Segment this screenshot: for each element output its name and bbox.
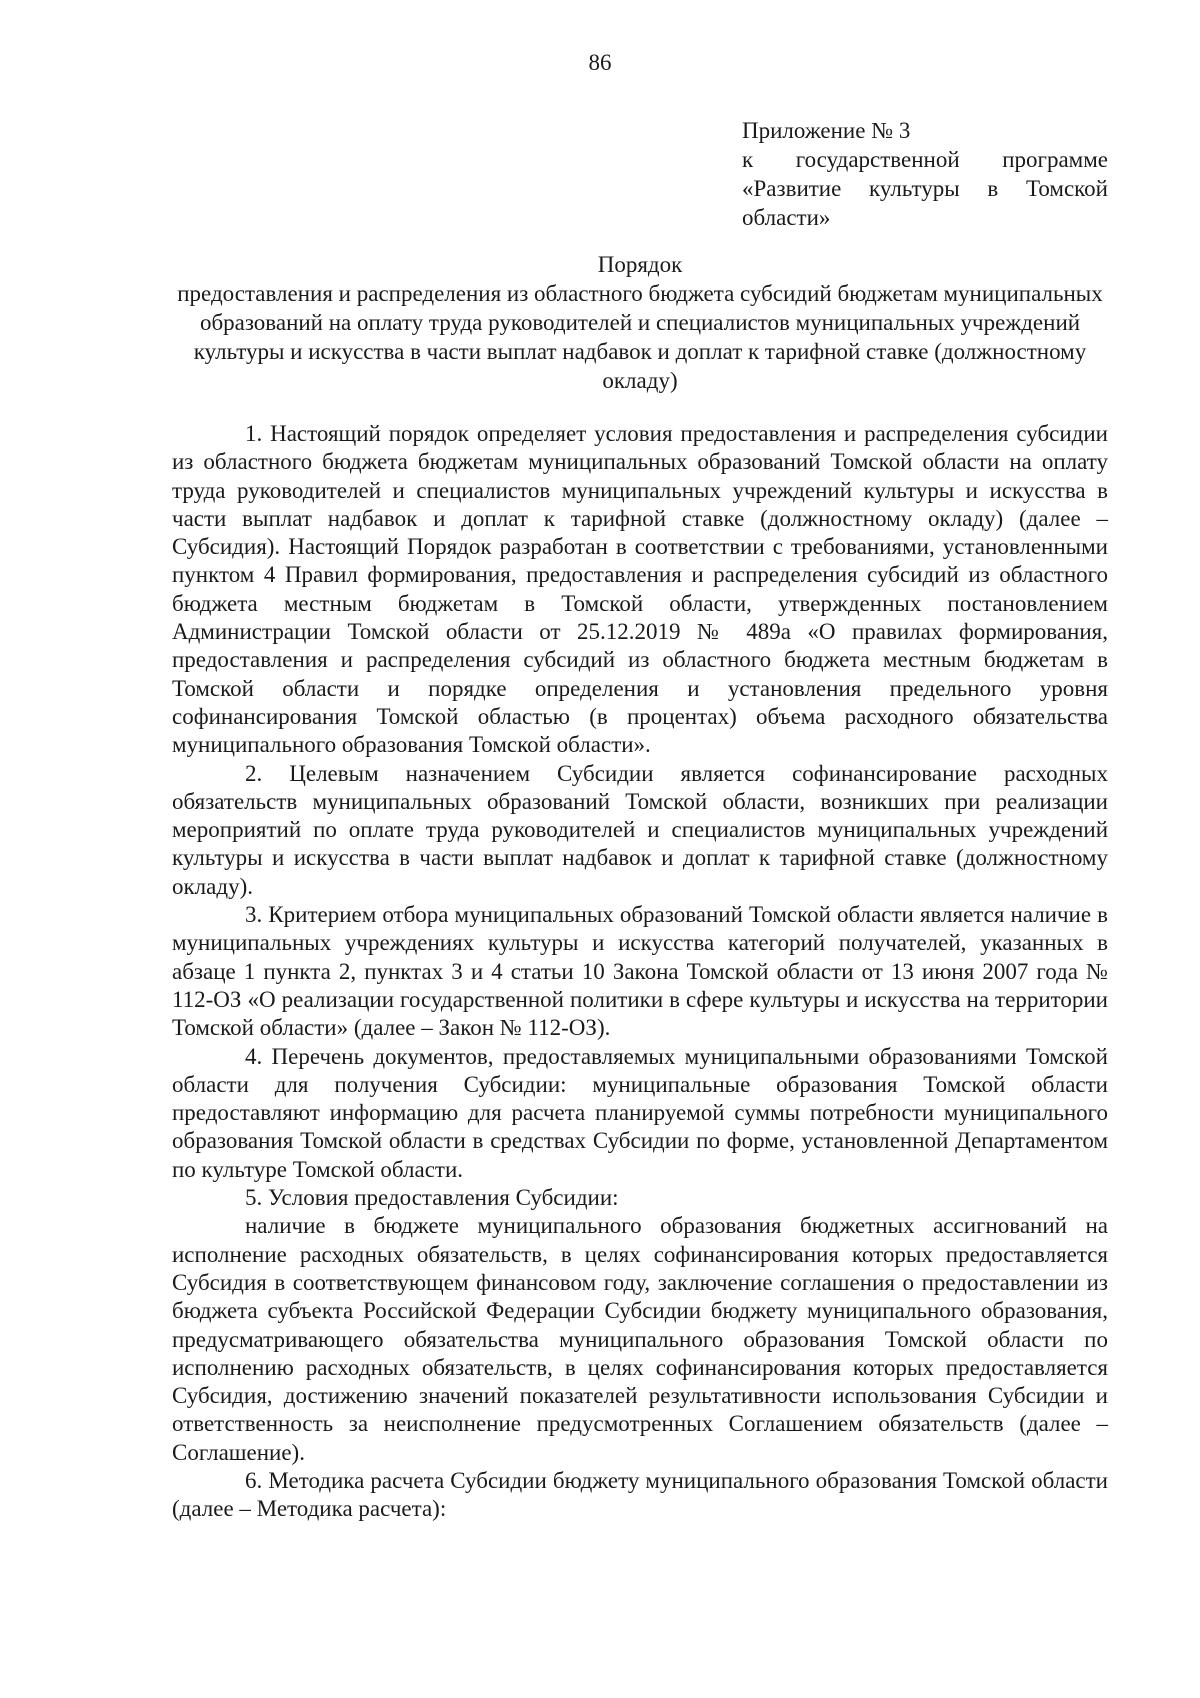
document-title: [170, 250, 1110, 395]
page-number: 86: [588, 50, 612, 75]
appendix-line-1: Приложение № 3: [742, 118, 911, 143]
paragraph-4: 4. Перечень документов, предоставляемых муниципальными образованиями Томской области для получения Субсидии: муниципальные образования Томской области предоставляют информацию для расчета планируемой суммы потребности муниципального образования Томской области в средствах Субсидии по форме, установленной Департаментом по культуре Томской области.: [172, 1043, 1108, 1182]
paragraph-2: 2. Целевым назначением Субсидии является софинансирование расходных обязательств муниципальных образований Томской области, возникших при реализации мероприятий по оплате труда руководителей и специалистов муниципальных учреждений культуры и искусства в части выплат надбавок и доплат к тарифной ставке (должностному окладу).: [172, 760, 1108, 899]
paragraph-5-conditions: наличие в бюджете муниципального образования бюджетных ассигнований на исполнение расходных обязательств, в целях софинансирования которых предоставляется Субсидия в соответствующем финансовом году, заключение соглашения о предоставлении из бюджета субъекта Российской Федерации Субсидии бюджету муниципального образования, предусматривающего обязательства муниципального образования Томской области по исполнению расходных обязательств, в целях софинансирования которых предоставляется Субсидия, достижению значений показателей результативности использования Субсидии и ответственность за неисполнение предусмотренных Соглашением обязательств (далее – Соглашение).: [172, 1213, 1108, 1465]
document-body: [172, 420, 1108, 1524]
appendix-line-4: области»: [742, 205, 831, 230]
title-heading: Порядок: [597, 252, 683, 277]
appendix-line-2: к государственной программе: [742, 147, 1108, 172]
appendix-block: [742, 116, 1108, 232]
paragraph-6: 6. Методика расчета Субсидии бюджету муниципального образования Томской области (далее – Методика расчета):: [172, 1467, 1108, 1522]
paragraph-3: 3. Критерием отбора муниципальных образований Томской области является наличие в муниципальных учреждениях культуры и искусства категорий получателей, указанных в абзаце 1 пункта 2, пунктах 3 и 4 статьи 10 Закона Томской области от 13 июня 2007 года № 112-ОЗ «О реализации государственной политики в сфере культуры и искусства на территории Томской области» (далее – Закон № 112-ОЗ).: [172, 902, 1108, 1041]
paragraph-5: 5. Условия предоставления Субсидии:: [245, 1185, 619, 1211]
appendix-line-3: «Развитие культуры в Томской: [742, 176, 1108, 201]
title-subtitle: предоставления и распределения из областного бюджета субсидий бюджетам муниципальных образований на оплату труда руководителей и специалистов муниципальных учреждений культуры и искусства в части выплат надбавок и доплат к тарифной ставке (должностному окладу): [177, 281, 1103, 393]
paragraph-1: 1. Настоящий порядок определяет условия предоставления и распределения субсидии из областного бюджета бюджетам муниципальных образований Томской области на оплату труда руководителей и специалистов муниципальных учреждений культуры и искусства в части выплат надбавок и доплат к тарифной ставке (должностному окладу) (далее – Субсидия). Настоящий Порядок разработан в соответствии с требованиями, установленными пунктом 4 Правил формирования, предоставления и распределения субсидий из областного бюджета местным бюджетам в Томской области, утвержденных постановлением Администрации Томской области от 25.12.2019 № 489а «О правилах формирования, предоставления и распределения субсидий из областного бюджета местным бюджетам в Томской области и порядке определения и установления предельного уровня софинансирования Томской областью (в процентах) объема расходного обязательства муниципального образования Томской области».: [172, 421, 1108, 758]
